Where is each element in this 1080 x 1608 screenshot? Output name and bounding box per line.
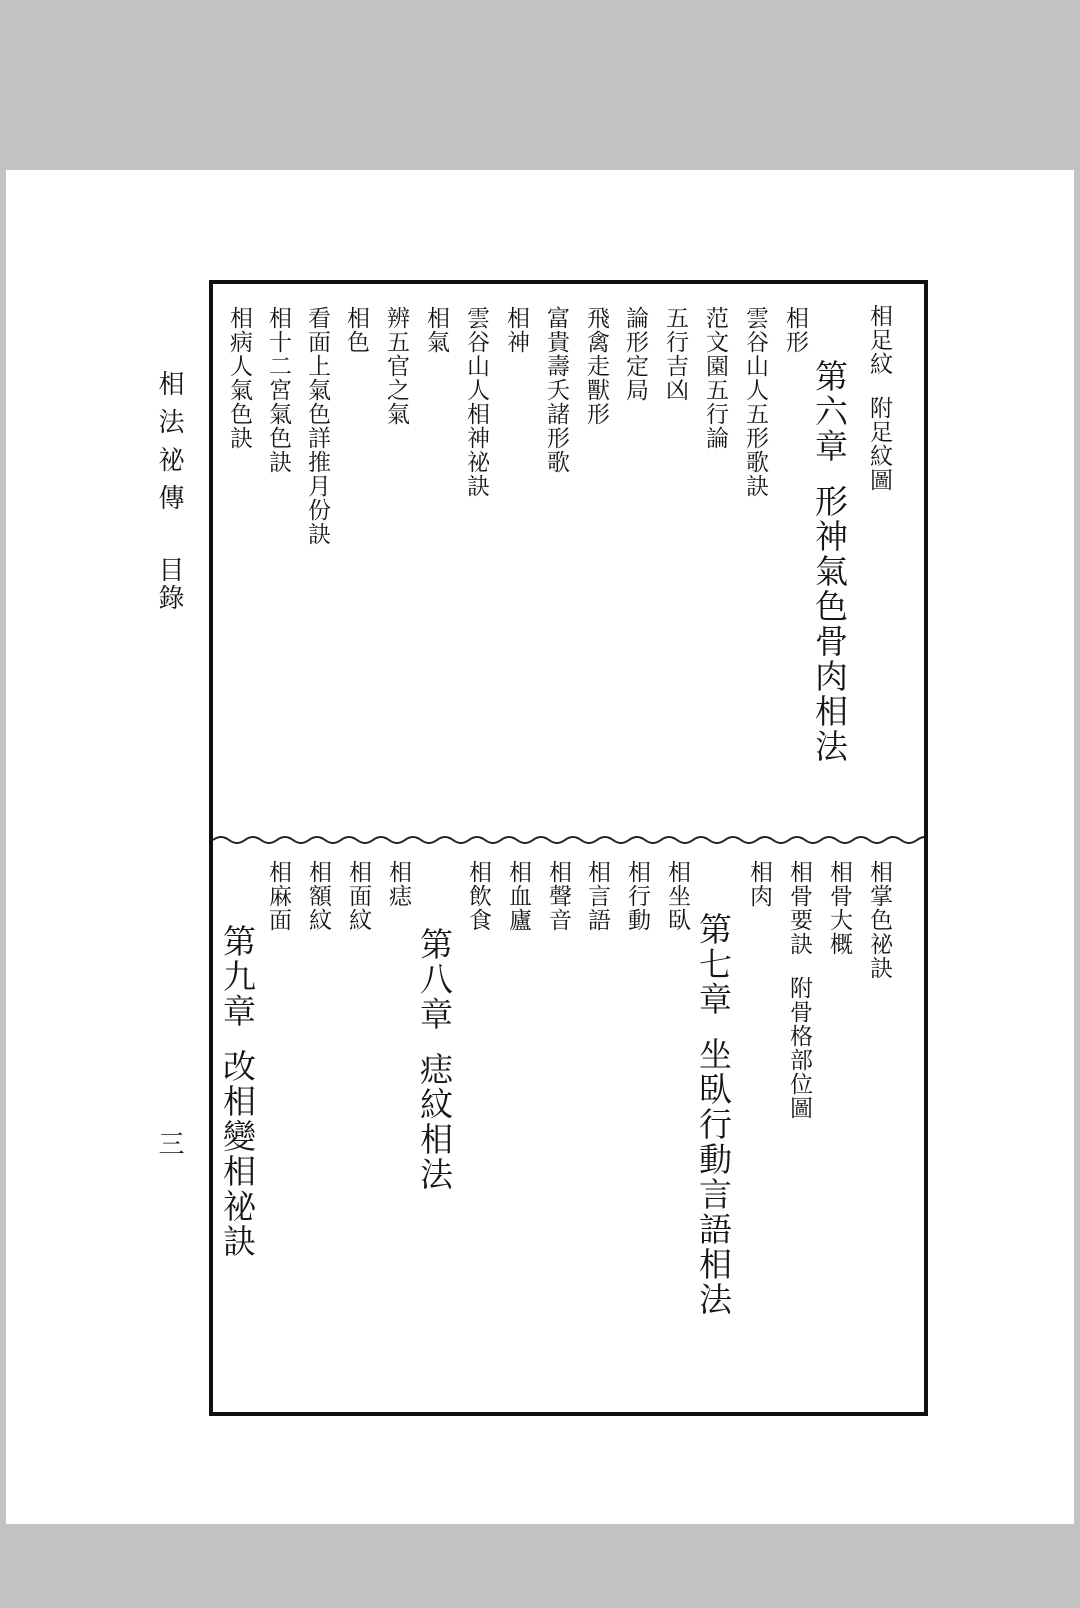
toc-item: 雲谷山人五形歌訣 [742, 306, 768, 498]
toc-item: 相聲音 [545, 860, 571, 932]
page-number: 三 [154, 1130, 184, 1156]
toc-item: 相色 [343, 306, 369, 354]
toc-item: 五行吉凶 [662, 306, 688, 402]
wavy-divider [213, 834, 924, 846]
toc-item: 雲谷山人相神祕訣 [463, 306, 489, 498]
running-header [156, 370, 182, 612]
toc-item: 相面紋 [345, 860, 371, 932]
chapter-title: 坐臥行動言語相法 [694, 1037, 733, 1317]
toc-item: 相言語 [584, 860, 610, 932]
toc-item: 看面上氣色詳推月份訣 [304, 306, 330, 546]
chapter-number: 第八章 [415, 927, 454, 1032]
toc-item: 相十二宮氣色訣 [265, 306, 291, 474]
scanned-page [6, 170, 1074, 1524]
toc-item: 相足紋附足紋圖 [866, 304, 892, 492]
toc-item: 相掌色祕訣 [866, 860, 892, 980]
toc-item: 相骨要訣附骨格部位圖 [786, 860, 812, 1120]
toc-item: 富貴壽夭諸形歌 [543, 306, 569, 474]
toc-item: 相坐臥 [664, 860, 690, 932]
toc-item: 相麻面 [265, 860, 291, 932]
toc-item: 范文園五行論 [702, 306, 728, 450]
chapter-title: 改相變相祕訣 [218, 1049, 257, 1259]
chapter-9-heading [218, 924, 257, 1259]
toc-item: 飛禽走獸形 [583, 306, 609, 426]
toc-item: 相肉 [746, 860, 772, 908]
chapter-title: 形神氣色骨肉相法 [810, 484, 849, 764]
chapter-number: 第六章 [810, 359, 849, 464]
toc-item: 相骨大概 [826, 860, 852, 956]
chapter-8-heading [415, 927, 454, 1192]
toc-item: 論形定局 [622, 306, 648, 402]
toc-item: 相氣 [423, 306, 449, 354]
chapter-number: 第九章 [218, 924, 257, 1029]
toc-item: 相額紋 [305, 860, 331, 932]
toc-item: 辨五官之氣 [383, 306, 409, 426]
toc-item: 相形 [782, 306, 808, 354]
book-title: 相法祕傳 [154, 370, 184, 522]
toc-item: 相病人氣色訣 [226, 306, 252, 450]
toc-note: 附足紋圖 [866, 396, 892, 492]
toc-item: 相飲食 [465, 860, 491, 932]
chapter-6-heading [810, 359, 849, 764]
toc-item: 相血廬 [505, 860, 531, 932]
contents-frame [209, 280, 928, 1416]
toc-item: 相行動 [624, 860, 650, 932]
chapter-number: 第七章 [694, 912, 733, 1017]
chapter-7-heading [694, 912, 733, 1317]
chapter-title: 痣紋相法 [415, 1052, 454, 1192]
toc-item: 相神 [503, 306, 529, 354]
toc-note: 附骨格部位圖 [786, 976, 812, 1120]
toc-item: 相痣 [385, 860, 411, 908]
section-label: 目錄 [154, 556, 184, 612]
